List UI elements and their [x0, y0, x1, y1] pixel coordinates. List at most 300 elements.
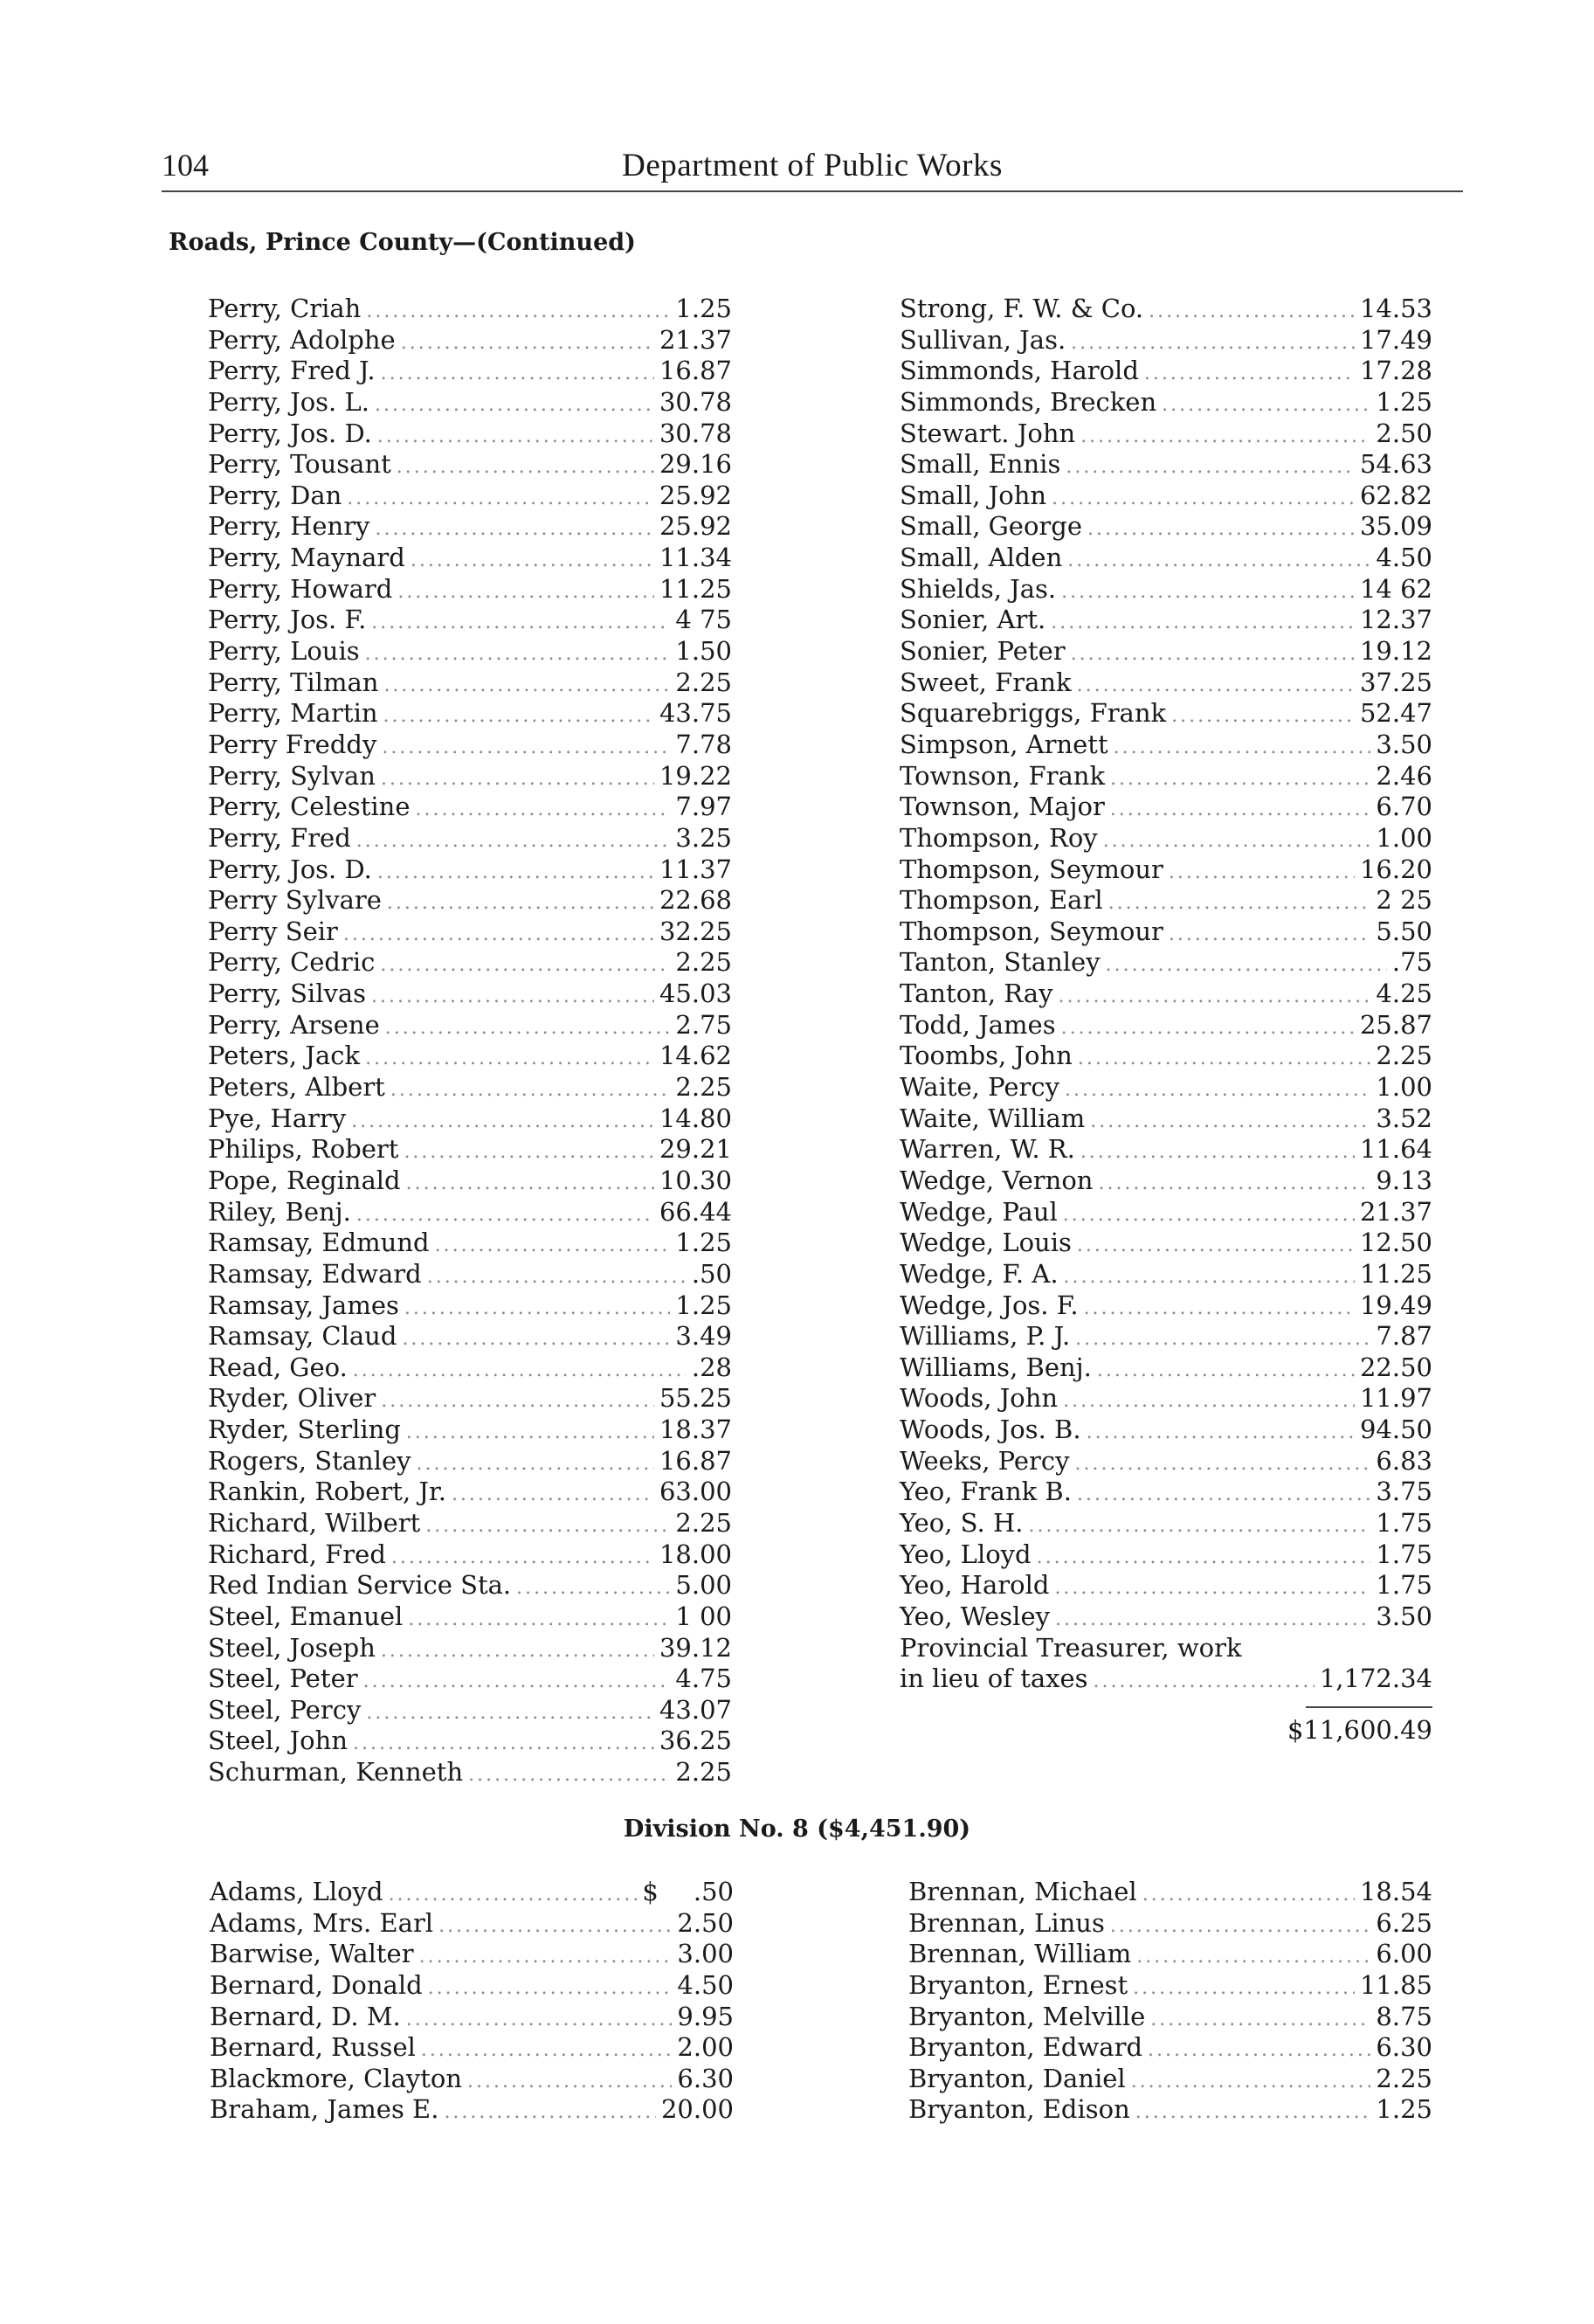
- entry-amount: 17.49: [1359, 324, 1432, 355]
- entry-name: Perry, Louis: [208, 636, 360, 667]
- leader-dots: [366, 1702, 654, 1724]
- list-item: [208, 1414, 732, 1446]
- leader-dots: [1054, 1577, 1370, 1599]
- division-list-right: [908, 1877, 1432, 2126]
- list-item: [208, 667, 732, 699]
- leader-dots: [1077, 1484, 1370, 1505]
- entry-name: Simpson, Arnett: [900, 729, 1108, 759]
- entry-amount: 19.12: [1359, 636, 1432, 667]
- list-item: [900, 543, 1432, 574]
- entry-name: Perry, Jos. F.: [208, 605, 367, 635]
- entry-amount: 63.00: [659, 1477, 732, 1507]
- entry-amount: .75: [1391, 947, 1432, 978]
- entry-amount: 1.25: [675, 294, 732, 323]
- entry-amount: 29.16: [659, 449, 732, 480]
- entry-amount: 2.25: [1376, 1041, 1432, 1071]
- leader-dots: [397, 456, 654, 478]
- total-rule: [1306, 1706, 1432, 1708]
- list-item: [900, 1041, 1432, 1072]
- entry-amount: 4.25: [1376, 979, 1432, 1009]
- entry-name: Barwise, Walter: [210, 1939, 414, 1969]
- leader-dots: [1169, 923, 1371, 945]
- entry-name: Pope, Reginald: [208, 1165, 401, 1195]
- entry-amount: 9.95: [677, 2001, 734, 2031]
- list-item: [900, 1290, 1432, 1322]
- entry-name: Bernard, D. M.: [210, 2001, 401, 2031]
- county-total: $11,600.49: [1287, 1715, 1432, 1745]
- entry-amount: 18.37: [659, 1414, 732, 1445]
- entry-name: Perry Sylvare: [208, 885, 382, 916]
- list-item: [208, 823, 732, 854]
- entry-amount: 6.83: [1376, 1445, 1432, 1476]
- division-list-left: [210, 1877, 734, 2126]
- leader-dots: [1106, 954, 1387, 976]
- entry-amount: 2.25: [675, 667, 732, 697]
- leader-dots: [428, 1977, 673, 1999]
- entry-name: Bryanton, Edward: [908, 2032, 1143, 2063]
- list-item: [208, 418, 732, 450]
- entry-amount: 10.30: [659, 1165, 732, 1195]
- county-list-right: [900, 294, 1432, 1695]
- leader-dots: [387, 892, 654, 914]
- leader-dots: [404, 1297, 671, 1319]
- leader-dots: [1142, 1884, 1355, 1906]
- list-item: [208, 1072, 732, 1103]
- entry-amount: 2.25: [675, 1072, 732, 1103]
- leader-dots: [1071, 332, 1355, 354]
- entry-name: Wedge, Vernon: [900, 1165, 1094, 1195]
- entry-name: Perry, Jos. L.: [208, 386, 369, 417]
- page-number: 104: [162, 148, 209, 183]
- entry-name: Toombs, John: [900, 1041, 1073, 1071]
- entry-amount: 16.87: [659, 1445, 732, 1476]
- entry-amount: 2.25: [1376, 2063, 1432, 2093]
- list-item: [900, 1383, 1432, 1414]
- list-item: [210, 1908, 734, 1940]
- list-item: [900, 1570, 1432, 1601]
- leader-dots: [1098, 1172, 1370, 1194]
- entry-amount: 7.78: [675, 729, 732, 759]
- entry-name: Perry, Martin: [208, 698, 378, 729]
- entry-name: Braham, James E.: [210, 2094, 439, 2125]
- entry-name: Waite, Percy: [900, 1072, 1059, 1103]
- entry-name: Yeo, S. H.: [900, 1507, 1024, 1538]
- list-item: [900, 1477, 1432, 1508]
- entry-amount: 1.25: [675, 1290, 732, 1320]
- leader-dots: [1097, 1359, 1355, 1381]
- leader-dots: [1061, 1017, 1355, 1039]
- leader-dots: [1067, 550, 1370, 571]
- leader-dots: [383, 674, 670, 696]
- list-item: [900, 605, 1432, 636]
- list-item: [900, 1663, 1432, 1695]
- leader-dots: [444, 2101, 656, 2123]
- entry-amount: 3.50: [1376, 729, 1432, 759]
- list-item: [900, 730, 1432, 761]
- entry-amount: 18.54: [1359, 1877, 1432, 1906]
- leader-dots: [1058, 986, 1370, 1007]
- list-item: [210, 1877, 734, 1908]
- list-item: [208, 792, 732, 823]
- entry-name: Richard, Fred: [208, 1539, 386, 1569]
- entry-name: Small, Ennis: [900, 449, 1061, 480]
- entry-amount: 1.00: [1376, 1072, 1432, 1103]
- list-item: [900, 792, 1432, 823]
- entry-name: Read, Geo.: [208, 1352, 348, 1382]
- entry-name: Steel, Emanuel: [208, 1601, 404, 1631]
- leader-dots: [1055, 1608, 1370, 1630]
- entry-amount: 16.87: [659, 356, 732, 386]
- entry-name: Perry, Howard: [208, 573, 393, 604]
- entry-name: Perry, Cedric: [208, 947, 376, 978]
- entry-amount: 37.25: [1359, 667, 1432, 697]
- entry-amount: 21.37: [1359, 1196, 1432, 1227]
- leader-dots: [1028, 1515, 1370, 1537]
- leader-dots: [452, 1484, 654, 1505]
- entry-name: Waite, William: [900, 1103, 1086, 1133]
- list-item: [908, 2032, 1432, 2064]
- list-item: [208, 916, 732, 948]
- leader-dots: [1133, 1977, 1355, 1999]
- list-item: [208, 1197, 732, 1228]
- leader-dots: [417, 1453, 654, 1475]
- list-item: [208, 605, 732, 636]
- leader-dots: [411, 550, 654, 571]
- leader-dots: [1136, 1946, 1370, 1968]
- entry-name: Williams, Benj.: [900, 1352, 1092, 1382]
- list-item: [900, 511, 1432, 543]
- list-item: [208, 1134, 732, 1165]
- leader-dots: [377, 425, 654, 447]
- entry-name: Schurman, Kenneth: [208, 1757, 464, 1788]
- list-item: [900, 1601, 1432, 1633]
- list-item: [900, 325, 1432, 356]
- entry-amount: 11.25: [659, 573, 732, 604]
- list-item: [208, 1601, 732, 1633]
- entry-name: Peters, Jack: [208, 1041, 361, 1071]
- leader-dots: [365, 1048, 654, 1069]
- list-item: [900, 1508, 1432, 1539]
- list-item: [210, 2032, 734, 2064]
- leader-dots: [391, 1546, 654, 1568]
- leader-dots: [1078, 1048, 1371, 1069]
- entry-amount: 66.44: [659, 1196, 732, 1227]
- entry-amount: 9.13: [1376, 1165, 1432, 1195]
- entry-amount: 7.87: [1376, 1321, 1432, 1352]
- list-item: [208, 543, 732, 574]
- list-item: [208, 294, 732, 325]
- leader-dots: [1087, 518, 1355, 540]
- entry-amount: 1,172.34: [1319, 1663, 1432, 1694]
- list-item: [908, 2094, 1432, 2126]
- entry-name: Williams, P. J.: [900, 1321, 1071, 1352]
- entry-name: Sonier, Peter: [900, 636, 1066, 667]
- leader-dots: [1052, 488, 1355, 509]
- entry-amount: 1.25: [675, 1228, 732, 1258]
- list-item: [208, 1757, 732, 1788]
- entry-amount: 2.25: [675, 947, 732, 978]
- entry-amount: 14 62: [1359, 573, 1432, 604]
- leader-dots: [1061, 581, 1355, 603]
- page-header: [162, 147, 1463, 192]
- entry-amount: 6.70: [1376, 792, 1432, 822]
- entry-amount: 2.75: [675, 1009, 732, 1040]
- leader-dots: [381, 768, 654, 790]
- leader-dots: [351, 1110, 654, 1132]
- leader-dots: [435, 1235, 671, 1256]
- list-item: [900, 356, 1432, 387]
- entry-amount: 1.25: [1376, 386, 1432, 417]
- entry-name: Philips, Robert: [208, 1134, 399, 1165]
- entry-name: Small, Alden: [900, 543, 1063, 573]
- list-item: [900, 854, 1432, 886]
- entry-amount: 1.75: [1376, 1507, 1432, 1538]
- entry-name: Perry Seir: [208, 916, 338, 946]
- list-item: [208, 1539, 732, 1571]
- entry-name: in lieu of taxes: [900, 1663, 1088, 1694]
- entry-amount: 25.92: [659, 511, 732, 542]
- entry-amount: 39.12: [659, 1632, 732, 1663]
- entry-name: Adams, Mrs. Earl: [210, 1907, 434, 1938]
- entry-name: Perry, Tilman: [208, 667, 379, 697]
- leader-dots: [1064, 1266, 1355, 1288]
- entry-amount: 12.50: [1359, 1228, 1432, 1258]
- leader-dots: [1063, 1390, 1355, 1412]
- entry-name: Ryder, Sterling: [208, 1414, 401, 1445]
- list-item: [908, 2064, 1432, 2095]
- leader-dots: [516, 1577, 670, 1599]
- leader-dots: [382, 737, 670, 758]
- leader-dots: [421, 2039, 673, 2061]
- leader-dots: [1066, 456, 1355, 478]
- entry-amount: 30.78: [659, 386, 732, 417]
- entry-name: Yeo, Lloyd: [900, 1539, 1032, 1569]
- list-item: [208, 730, 732, 761]
- list-item: [208, 1726, 732, 1757]
- list-item: [208, 979, 732, 1010]
- entry-name: Sullivan, Jas.: [900, 324, 1066, 355]
- leader-dots: [381, 1390, 654, 1412]
- list-item: [900, 1072, 1432, 1103]
- leader-dots: [1110, 799, 1371, 820]
- leader-dots: [1131, 2071, 1371, 2092]
- list-item: [900, 294, 1432, 325]
- leader-dots: [468, 1764, 670, 1786]
- entry-name: Weeks, Percy: [900, 1445, 1070, 1476]
- leader-dots: [356, 1204, 654, 1226]
- entry-name: Perry, Adolphe: [208, 324, 396, 355]
- leader-dots: [1148, 2039, 1370, 2061]
- entry-name: Squarebriggs, Frank: [900, 698, 1167, 729]
- leader-dots: [1094, 1670, 1315, 1692]
- list-item: [900, 1414, 1432, 1446]
- list-item: [208, 511, 732, 543]
- entry-name: Bryanton, Ernest: [908, 1969, 1128, 2000]
- entry-amount: 1.75: [1376, 1570, 1432, 1601]
- leader-dots: [404, 1141, 654, 1163]
- list-item: [900, 481, 1432, 512]
- list-item: [208, 1321, 732, 1352]
- leader-dots: [375, 518, 654, 540]
- entry-amount: 29.21: [659, 1134, 732, 1165]
- entry-name: Adams, Lloyd: [210, 1877, 383, 1906]
- leader-dots: [1110, 1915, 1371, 1937]
- entry-amount: 3.49: [675, 1321, 732, 1352]
- entry-name: Wedge, Jos. F.: [900, 1290, 1079, 1320]
- list-item: [900, 418, 1432, 450]
- entry-name: Shields, Jas.: [900, 573, 1057, 604]
- entry-amount: 1.75: [1376, 1539, 1432, 1569]
- entry-name: Brennan, Michael: [908, 1877, 1137, 1906]
- leader-dots: [1080, 425, 1370, 447]
- list-item: [900, 1165, 1432, 1197]
- entry-name: Ramsay, Edmund: [208, 1228, 430, 1258]
- entry-amount: 17.28: [1359, 356, 1432, 386]
- entry-name: Ramsay, James: [208, 1290, 399, 1320]
- entry-amount: 35.09: [1359, 511, 1432, 542]
- list-item: [900, 947, 1432, 979]
- entry-name: Perry, Fred J.: [208, 356, 376, 386]
- entry-amount: 11.34: [659, 543, 732, 573]
- entry-amount: 45.03: [659, 979, 732, 1009]
- entry-amount: 30.78: [659, 418, 732, 448]
- entry-name: Woods, John: [900, 1383, 1059, 1414]
- leader-dots: [406, 1421, 654, 1443]
- leader-dots: [1150, 2009, 1370, 2030]
- leader-dots: [389, 1884, 638, 1906]
- entry-name: Ramsay, Claud: [208, 1321, 397, 1352]
- entry-name: Yeo, Frank B.: [900, 1477, 1072, 1507]
- entry-amount: 22.68: [659, 885, 732, 916]
- list-item: [900, 1446, 1432, 1477]
- entry-name: Townson, Frank: [900, 760, 1106, 791]
- leader-dots: [401, 332, 654, 354]
- entry-name: Warren, W. R.: [900, 1134, 1075, 1165]
- entry-name: Tanton, Ray: [900, 979, 1053, 1009]
- list-item: [900, 449, 1432, 481]
- entry-amount: 25.87: [1359, 1009, 1432, 1040]
- leader-dots: [1080, 1141, 1355, 1163]
- entry-name: Stewart. John: [900, 418, 1076, 448]
- entry-name: Wedge, Louis: [900, 1228, 1072, 1258]
- list-item: [208, 636, 732, 667]
- leader-dots: [383, 705, 654, 727]
- leader-dots: [1171, 705, 1355, 727]
- leader-dots: [377, 861, 654, 883]
- list-item: [908, 1877, 1432, 1908]
- entry-amount: 2.25: [675, 1757, 732, 1788]
- list-item: [908, 1908, 1432, 1940]
- list-item: [210, 1970, 734, 2002]
- entry-name: Perry, Jos. D.: [208, 854, 372, 884]
- list-item: [208, 1663, 732, 1695]
- list-item: [208, 574, 732, 605]
- leader-dots: [406, 2009, 673, 2030]
- list-item: [208, 481, 732, 512]
- leader-dots: [1114, 737, 1371, 758]
- entry-name: Thompson, Roy: [900, 822, 1098, 853]
- leader-dots: [1077, 674, 1355, 696]
- entry-amount: 94.50: [1359, 1414, 1432, 1445]
- list-item: [210, 2064, 734, 2095]
- list-item: [208, 698, 732, 730]
- entry-amount: 3.50: [1376, 1601, 1432, 1631]
- entry-name: Steel, Joseph: [208, 1632, 376, 1663]
- leader-dots: [416, 799, 671, 820]
- list-item: [900, 574, 1432, 605]
- entry-amount: 25.92: [659, 480, 732, 510]
- leader-dots: [375, 394, 654, 416]
- leader-dots: [1071, 643, 1355, 665]
- entry-amount: 32.25: [659, 916, 732, 946]
- entry-name: Peters, Albert: [208, 1072, 385, 1103]
- leader-dots: [419, 1946, 673, 1968]
- entry-name: Woods, Jos. B.: [900, 1414, 1081, 1445]
- list-item: [900, 1197, 1432, 1228]
- entry-amount: 6.25: [1376, 1907, 1432, 1938]
- leader-dots: [1077, 1235, 1355, 1256]
- entry-amount: 2.50: [677, 1907, 734, 1938]
- entry-amount: 19.49: [1359, 1290, 1432, 1320]
- list-item: [208, 947, 732, 979]
- entry-amount: 4 75: [675, 605, 732, 635]
- list-item: [208, 1477, 732, 1508]
- entry-name: Perry, Jos. D.: [208, 418, 372, 448]
- list-item: [208, 854, 732, 886]
- entry-amount: 55.25: [659, 1383, 732, 1414]
- entry-amount: 21.37: [659, 324, 732, 355]
- entry-amount: 6.00: [1376, 1939, 1432, 1969]
- entry-amount: 16.20: [1359, 854, 1432, 884]
- entry-amount: 52.47: [1359, 698, 1432, 729]
- list-item: [908, 1970, 1432, 2002]
- leader-dots: [347, 488, 654, 509]
- entry-name: Perry, Criah: [208, 294, 362, 323]
- leader-dots: [1063, 1204, 1355, 1226]
- list-item: [208, 1570, 732, 1601]
- entry-name: Perry, Arsene: [208, 1009, 380, 1040]
- leader-dots: [353, 1359, 687, 1381]
- entry-amount: 2.25: [675, 1507, 732, 1538]
- entry-name: Ryder, Oliver: [208, 1383, 376, 1414]
- entry-amount: 62.82: [1359, 480, 1432, 510]
- entry-name: Perry, Silvas: [208, 979, 367, 1009]
- list-item: [900, 885, 1432, 916]
- entry-name: Red Indian Service Sta.: [208, 1570, 512, 1601]
- list-item: [900, 1321, 1432, 1352]
- entry-amount: 2.46: [1376, 760, 1432, 791]
- entry-amount: 11.85: [1359, 1969, 1432, 2000]
- leader-dots: [1065, 1079, 1370, 1101]
- entry-amount: 11.97: [1359, 1383, 1432, 1414]
- leader-dots: [1084, 1297, 1355, 1319]
- leader-dots: [353, 1733, 654, 1754]
- entry-amount: 1.00: [1376, 822, 1432, 853]
- entry-amount: 3.25: [675, 822, 732, 853]
- entry-name: Brennan, Linus: [908, 1907, 1105, 1938]
- leader-dots: [1162, 394, 1370, 416]
- entry-name: Todd, James: [900, 1009, 1056, 1040]
- division-heading: Division No. 8 ($4,451.90): [623, 1816, 971, 1843]
- list-item: [900, 1228, 1432, 1259]
- list-item: [208, 1633, 732, 1664]
- leader-dots: [1110, 768, 1370, 790]
- leader-dots: [343, 923, 654, 945]
- entry-amount: 14.53: [1359, 294, 1432, 323]
- entry-amount: 5.00: [675, 1570, 732, 1601]
- entry-name: Bryanton, Edison: [908, 2094, 1130, 2125]
- entry-amount: 19.22: [659, 760, 732, 791]
